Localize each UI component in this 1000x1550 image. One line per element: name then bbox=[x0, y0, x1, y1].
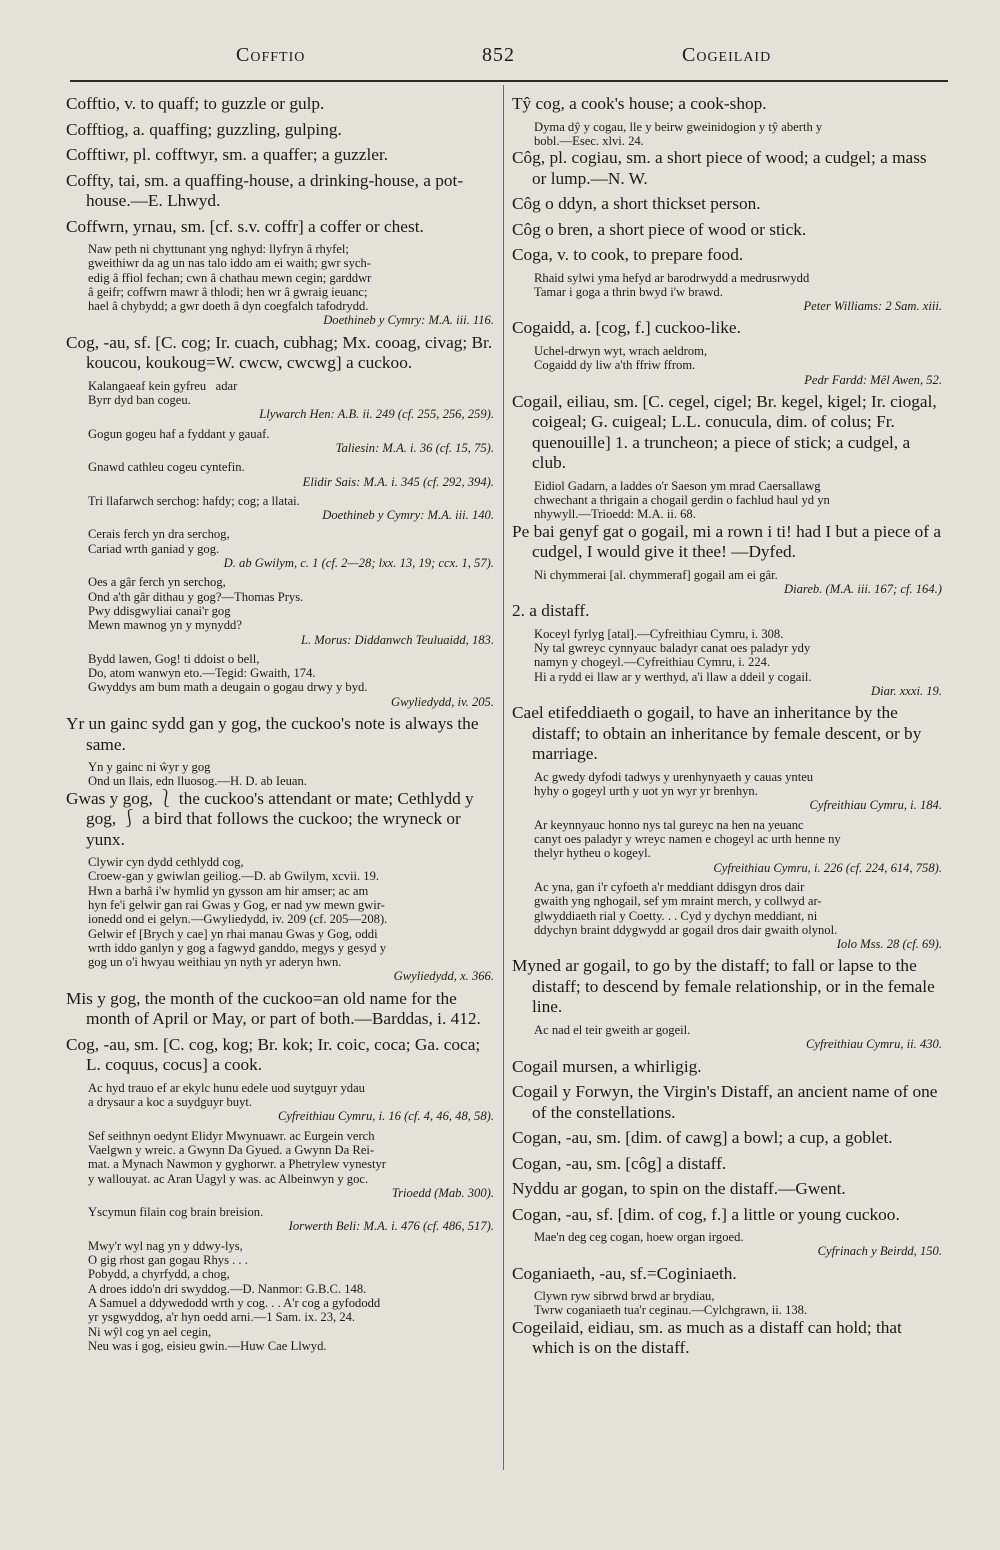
citation: Doethineb y Cymry: M.A. iii. 140. bbox=[322, 508, 494, 523]
citation: Cyfreithiau Cymru, ii. 430. bbox=[806, 1037, 942, 1052]
dictionary-entry: Cofftiog, a. quaffing; guzzling, gulping. bbox=[66, 119, 342, 139]
quotation: Rhaid sylwi yma hefyd ar barodrwydd a medrusrwydd Tamar i goga a thrin bwyd i'w brawd. bbox=[534, 270, 810, 299]
quotation: Gnawd cathleu cogeu cyntefin. bbox=[88, 460, 245, 475]
citation: Doethineb y Cymry: M.A. iii. 116. bbox=[323, 313, 494, 328]
dictionary-entry: Cogaidd, a. [cog, f.] cuckoo-like. bbox=[512, 318, 741, 338]
quotation: Sef seithnyn oedynt Elidyr Mwynuawr. ac Eurgein verch Vaelgwn y wreic. a Gwynn Da Gyued. a Gwynn Da Rei- mat. a Mynach Nawmon y gyghorwr. a Phetrylew vynestyr y wallouyat. ac Aran Uagyl y was. ac Albeinwyn y goc. bbox=[88, 1128, 386, 1186]
quotation: Eidiol Gadarn, a laddes o'r Saeson ym mrad Caersallawg chwechant a thrigain a chogail gerdin o fachlud haul yd yn nhywyll.—Trioedd: M.A. ii. 68. bbox=[534, 478, 830, 522]
running-head-left: Cofftio bbox=[236, 44, 306, 66]
right-column bbox=[512, 94, 942, 1364]
citation: Diar. xxxi. 19. bbox=[871, 684, 942, 699]
dictionary-entry: Côg o ddyn, a short thickset person. bbox=[512, 194, 761, 214]
citation: Peter Williams: 2 Sam. xiii. bbox=[803, 299, 942, 314]
citation: Cyfreithiau Cymru, i. 16 (cf. 4, 46, 48, 58). bbox=[277, 1109, 494, 1124]
dictionary-entry: Cofftiwr, pl. cofftwyr, sm. a quaffer; a guzzler. bbox=[66, 145, 389, 164]
dictionary-entry: Cog, -au, sm. [C. cog, kog; Br. kok; Ir. coic, coca; Ga. coca; L. coquus, cocus] a cook. bbox=[66, 1034, 481, 1075]
quotation: Koceyl fyrlyg [atal].—Cyfreithiau Cymru, i. 308. bbox=[534, 626, 784, 641]
dictionary-entry: Mis y gog, the month of the cuckoo=an old name for the month of April or May, or part of both.—Barddas, i. 412. bbox=[66, 988, 481, 1029]
quotation: Bydd lawen, Gog! ti ddoist o bell, Do, atom wanwyn eto.—Tegid: Gwaith, 174. bbox=[88, 651, 316, 681]
quotation: Clywir cyn dydd cethlydd cog, Croew-gan y gwiwlan geiliog.—D. ab Gwilym, xcvii. 19. bbox=[88, 855, 380, 884]
citation: Cyfreithiau Cymru, i. 226 (cf. 224, 614, 758). bbox=[713, 860, 942, 875]
dictionary-entry: Coganiaeth, -au, sf.=Coginiaeth. bbox=[512, 1263, 737, 1283]
citation: Cyfrinach y Beirdd, 150. bbox=[817, 1244, 942, 1259]
quotation: Ac nad el teir gweith ar gogeil. bbox=[534, 1022, 691, 1037]
dictionary-entry: Cofftio, v. to quaff; to guzzle or gulp. bbox=[66, 94, 325, 113]
citation: Diareb. (M.A. iii. 167; cf. 164.) bbox=[784, 582, 942, 597]
quotation: Ac gwedy dyfodi tadwys y urenhynyaeth y cauas ynteu hyhy o gogeyl urth y uot yn wyr yr brenhyn. bbox=[534, 769, 814, 799]
dictionary-entry: Côg o bren, a short piece of wood or stick. bbox=[512, 219, 807, 239]
quotation: Dyma dŷ y cogau, lle y beirw gweinidogion y tŷ aberth y bobl.—Esec. xlvi. 24. bbox=[534, 119, 823, 148]
quotation: Gelwir ef [Brych y cae] yn rhai manau Gwas y Gog, oddi wrth iddo ganlyn y gog a fagwyd ganddo, megys y gesyd y gog un o'i hwyau weithiau yn nyth yr aderyn hwn. bbox=[88, 926, 387, 970]
citation: Trioedd (Mab. 300). bbox=[391, 1185, 494, 1200]
quotation: Naw peth ni chyttunant yng nghyd: llyfryn â rhyfel; gweithiwr da ag un nas talo iddo am ei waith; gwr sych- edig â ffiol fechan; cwn â chathau mewn cegin; garddwr â geifr; coffwrn mawr â thlodi; hen wr â gwraig ieuanc; hael â chybydd; a gwr doeth â dyn coegfalch tafodrydd. bbox=[88, 242, 372, 314]
column-divider bbox=[503, 85, 504, 1470]
citation: L. Morus: Diddanwch Teuluaidd, 183. bbox=[300, 632, 494, 647]
dictionary-entry: Cogan, -au, sm. [côg] a distaff. bbox=[512, 1153, 727, 1173]
dictionary-entry: Cogail mursen, a whirligig. bbox=[512, 1056, 702, 1076]
quotation: Clywn ryw sibrwd brwd ar brydiau, Twrw coganiaeth tua'r ceginau.—Cylchgrawn, ii. 138. bbox=[534, 1289, 808, 1318]
dictionary-entry: Coffwrn, yrnau, sm. [cf. s.v. coffr] a coffer or chest. bbox=[66, 216, 424, 236]
dictionary-entry: Cog, -au, sf. [C. cog; Ir. cuach, cubhag; Mx. cooag, civag; Br. koucou, koukoug=W. cwcw, cwcwg] a cuckoo. bbox=[66, 332, 493, 373]
left-column bbox=[66, 94, 494, 1353]
quotation: Kalangaeaf kein gyfreu adar Byrr dyd ban cogeu. bbox=[88, 378, 238, 408]
quotation: Cerais ferch yn dra serchog, Cariad wrth ganiad y gog. bbox=[88, 527, 230, 556]
quotation: Gogun gogeu haf a fyddant y gauaf. bbox=[88, 426, 270, 441]
quotation: Ni wŷl cog yn ael cegin, Neu was i gog, eisieu gwin.—Huw Cae Llwyd. bbox=[88, 1324, 327, 1353]
quotation: Uchel-drwyn wyt, wrach aeldrom, Cogaidd dy liw a'th ffriw ffrom. bbox=[534, 343, 708, 373]
dictionary-entry: Tŷ cog, a cook's house; a cook-shop. bbox=[512, 94, 767, 113]
quotation: Yscymun filain cog brain breision. bbox=[88, 1205, 264, 1220]
page-number: 852 bbox=[482, 44, 515, 66]
quotation: Ni chymmerai [al. chymmeraf] gogail am ei gâr. bbox=[534, 567, 778, 582]
dictionary-entry: Coffty, tai, sm. a quaffing-house, a drinking-house, a pot-house.—E. Lhwyd. bbox=[66, 170, 464, 210]
quotation: Ac yna, gan i'r cyfoeth a'r meddiant ddisgyn dros dair gwaith yng nghogail, sef ym mraint merch, y collwyd ar- glwyddiaeth rial y Coetty. . . Cyd y dychyn meddiant, ni ddychyn braint ddygwydd ar gogail dros dair gwaith olynol. bbox=[534, 879, 838, 937]
quotation: Ar keynnyauc honno nys tal gureyc na hen na yeuanc canyt oes paladyr y wreyc namen e chogeyl ac urth henne ny thelyr hytheu o kogeyl. bbox=[534, 817, 841, 861]
dictionary-entry: 2. a distaff. bbox=[512, 601, 590, 621]
dictionary-entry: Cael etifeddiaeth o gogail, to have an inheritance by the distaff; to obtain an inheritance by female descent, or by marriage. bbox=[512, 703, 922, 764]
citation: Pedr Fardd: Mêl Awen, 52. bbox=[804, 372, 942, 387]
quotation: Yn y gainc ni ŵyr y gog Ond un llais, edn lluosog.—H. D. ab Ieuan. bbox=[88, 760, 307, 789]
citation: Iorwerth Beli: M.A. i. 476 (cf. 486, 517). bbox=[288, 1219, 494, 1234]
running-head-right: Cogeilaid bbox=[682, 44, 772, 66]
citation: Iolo Mss. 28 (cf. 69). bbox=[836, 937, 942, 952]
quotation: Hi a rydd ei llaw ar y werthyd, a'i llaw a ddeil y cogail. bbox=[534, 669, 812, 684]
quotation: Oes a gâr ferch yn serchog, Ond a'th gâr dithau y gog?—Thomas Prys. bbox=[88, 575, 304, 604]
quotation: Ac hyd trauo ef ar ekylc hunu edele uod suytguyr ydau a drysaur a koc a suydguyr buyt. bbox=[88, 1080, 365, 1110]
dictionary-entry: Myned ar gogail, to go by the distaff; to fall or lapse to the distaff; to descend by female relationship, or in the female line. bbox=[512, 956, 935, 1017]
quotation: Mae'n deg ceg cogan, hoew organ irgoed. bbox=[534, 1230, 744, 1244]
dictionary-entry: Cogail y Forwyn, the Virgin's Distaff, an ancient name of one of the constellations. bbox=[512, 1082, 938, 1122]
citation: Gwyliedydd, x. 366. bbox=[393, 969, 494, 984]
dictionary-entry: Gwas y gog, ⎱ the cuckoo's attendant or mate; Cethlydd y gog, ⎰ a bird that follows the cuckoo; the wryneck or yunx. bbox=[66, 788, 474, 849]
dictionary-entry: Cogeilaid, eidiau, sm. as much as a distaff can hold; that which is on the distaff. bbox=[512, 1317, 902, 1358]
dictionary-entry: Cogan, -au, sm. [dim. of cawg] a bowl; a cup, a goblet. bbox=[512, 1128, 893, 1147]
dictionary-entry: Coga, v. to cook, to prepare food. bbox=[512, 245, 744, 265]
quotation: Ny tal gwreyc cynnyauc baladyr canat oes paladyr ydy namyn y chogeyl.—Cyfreithiau Cymru, i. 224. bbox=[534, 641, 811, 670]
dictionary-entry: Yr un gainc sydd gan y gog, the cuckoo's note is always the same. bbox=[66, 714, 479, 754]
dictionary-entry: Côg, pl. cogiau, sm. a short piece of wood; a cudgel; a mass or lump.—N. W. bbox=[512, 148, 927, 188]
quotation: Tri llafarwch serchog: hafdy; cog; a llatai. bbox=[88, 493, 300, 508]
dictionary-entry: Pe bai genyf gat o gogail, mi a rown i ti! had I but a piece of a cudgel, I would give it thee! —Dyfed. bbox=[512, 521, 942, 562]
citation: Cyfreithiau Cymru, i. 184. bbox=[809, 798, 942, 813]
citation: Llywarch Hen: A.B. ii. 249 (cf. 255, 256, 259). bbox=[259, 407, 494, 422]
citation: Taliesin: M.A. i. 36 (cf. 15, 75). bbox=[335, 440, 494, 455]
header-rule bbox=[70, 80, 948, 82]
quotation: Hwn a barhâ i'w hymlid yn gysson am hir amser; ac am hyn fe'i gelwir gan rai Gwas y Gog, er nad yw mewn gwir- ionedd ond ei gelyn.—Gwyliedydd, iv. 209 (cf. 205—208). bbox=[88, 883, 388, 927]
dictionary-entry: Nyddu ar gogan, to spin on the distaff.—Gwent. bbox=[512, 1179, 846, 1198]
dictionary-entry: Cogan, -au, sf. [dim. of cog, f.] a little or young cuckoo. bbox=[512, 1204, 900, 1224]
citation: Elidir Sais: M.A. i. 345 (cf. 292, 394). bbox=[302, 474, 494, 489]
dictionary-entry: Cogail, eiliau, sm. [C. cegel, cigel; Br. kegel, kigel; Ir. ciogal, coigeal; G. cuigeal; L.L. conucula, dim. of colus; Fr. quenouille] 1. a truncheon; a piece of stick; a cudgel, a club. bbox=[512, 391, 937, 473]
quotation: Gwyddys am bum math a deugain o gogau drwy y byd. bbox=[88, 680, 368, 695]
quotation: A Samuel a ddywedodd wrth y cog. . . A'r cog a gyfododd yr ysgwyddog, a'r hyn oedd arni.—1 Sam. ix. 23, 24. bbox=[88, 1295, 381, 1325]
quotation: Mwy'r wyl nag yn y ddwy-lys, O gig rhost gan gogau Rhys . . . Pobydd, a chyrfydd, a chog, A droes iddo'n dri swyddog.—D. Nanmor: G.B.C. 148. bbox=[88, 1238, 367, 1296]
citation: D. ab Gwilym, c. 1 (cf. 2—28; lxx. 13, 19; ccx. 1, 57). bbox=[223, 556, 494, 571]
citation: Gwyliedydd, iv. 205. bbox=[391, 694, 494, 709]
quotation: Pwy ddisgwyliai canai'r gog Mewn mawnog yn y mynydd? bbox=[88, 603, 242, 633]
